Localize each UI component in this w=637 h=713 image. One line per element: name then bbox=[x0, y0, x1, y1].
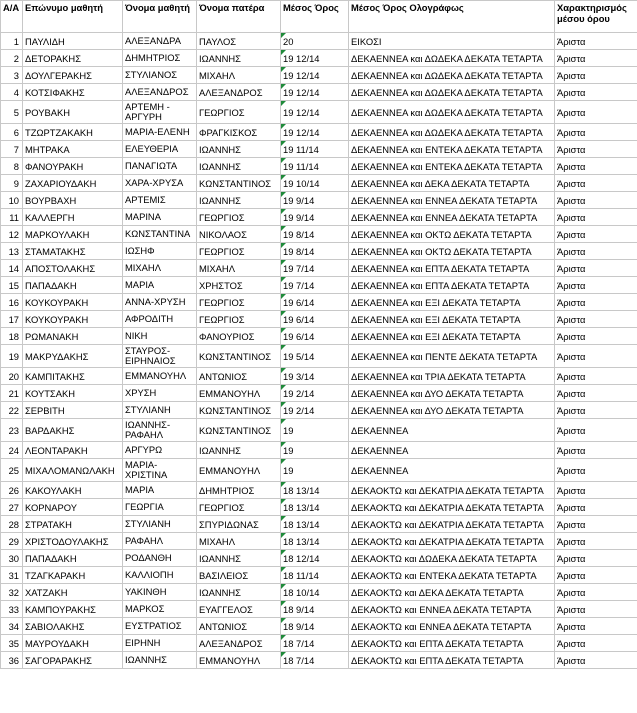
cell-name[interactable]: ΝΙΚΗ bbox=[123, 328, 197, 345]
cell-father[interactable]: ΔΗΜΗΤΡΙΟΣ bbox=[197, 482, 281, 499]
cell-father[interactable]: ΙΩΑΝΝΗΣ bbox=[197, 550, 281, 567]
cell-father[interactable]: ΝΙΚΟΛΑΟΣ bbox=[197, 226, 281, 243]
table-row bbox=[1, 50, 637, 67]
cell-surname[interactable]: ΚΑΚΟΥΛΑΚΗ bbox=[23, 482, 123, 499]
cell-average-words[interactable]: ΔΕΚΑΕΝΝΕΑ και ΕΠΤΑ ΔΕΚΑΤΑ ΤΕΤΑΡΤΑ bbox=[349, 277, 555, 294]
cell-name[interactable]: ΜΑΡΙΑ-ΧΡΙΣΤΙΝΑ bbox=[123, 459, 197, 482]
cell-father[interactable]: ΒΑΣΙΛΕΙΟΣ bbox=[197, 567, 281, 584]
cell-average[interactable]: 19 8/14 bbox=[281, 243, 349, 260]
cell-father[interactable]: ΓΕΩΡΓΙΟΣ bbox=[197, 311, 281, 328]
table-row bbox=[1, 243, 637, 260]
cell-name[interactable]: ΓΕΩΡΓΙΑ bbox=[123, 499, 197, 516]
cell-surname[interactable]: ΒΟΥΡΒΑΧΗ bbox=[23, 192, 123, 209]
table-row bbox=[1, 124, 637, 141]
cell-surname[interactable]: ΚΟΤΣΙΦΑΚΗΣ bbox=[23, 84, 123, 101]
cell-grade[interactable]: Άριστα bbox=[555, 33, 637, 50]
cell-name[interactable]: ΕΥΣΤΡΑΤΙΟΣ bbox=[123, 618, 197, 635]
table-row bbox=[1, 175, 637, 192]
cell-surname[interactable]: ΔΟΥΛΓΕΡΑΚΗΣ bbox=[23, 67, 123, 84]
cell-surname[interactable]: ΑΠΟΣΤΟΛΑΚΗΣ bbox=[23, 260, 123, 277]
cell-aa[interactable]: 19 bbox=[1, 345, 23, 368]
cell-father[interactable]: ΦΑΝΟΥΡΙΟΣ bbox=[197, 328, 281, 345]
table-row bbox=[1, 328, 637, 345]
table-row bbox=[1, 294, 637, 311]
cell-aa[interactable]: 24 bbox=[1, 442, 23, 459]
cell-name[interactable]: ΑΦΡΟΔΙΤΗ bbox=[123, 311, 197, 328]
cell-aa[interactable]: 34 bbox=[1, 618, 23, 635]
cell-surname[interactable]: ΣΤΡΑΤΑΚΗ bbox=[23, 516, 123, 533]
cell-average[interactable]: 19 10/14 bbox=[281, 175, 349, 192]
cell-father[interactable]: ΙΩΑΝΝΗΣ bbox=[197, 50, 281, 67]
cell-average[interactable]: 19 bbox=[281, 442, 349, 459]
table-row bbox=[1, 482, 637, 499]
cell-father[interactable]: ΑΛΕΞΑΝΔΡΟΣ bbox=[197, 84, 281, 101]
cell-grade[interactable]: Άριστα bbox=[555, 482, 637, 499]
col-header-average: Μέσος Όρος bbox=[281, 1, 349, 33]
cell-surname[interactable]: ΚΑΜΠΙΤΑΚΗΣ bbox=[23, 368, 123, 385]
cell-surname[interactable]: ΜΑΡΚΟΥΛΑΚΗ bbox=[23, 226, 123, 243]
cell-aa[interactable]: 22 bbox=[1, 402, 23, 419]
cell-grade[interactable]: Άριστα bbox=[555, 459, 637, 482]
cell-grade[interactable]: Άριστα bbox=[555, 402, 637, 419]
cell-aa[interactable]: 30 bbox=[1, 550, 23, 567]
cell-average[interactable]: 19 bbox=[281, 459, 349, 482]
table-row bbox=[1, 533, 637, 550]
cell-average[interactable]: 19 2/14 bbox=[281, 402, 349, 419]
cell-name[interactable]: ΙΩΑΝΝΗΣ bbox=[123, 652, 197, 669]
cell-average-words[interactable]: ΔΕΚΑΟΚΤΩ και ΔΕΚΑΤΡΙΑ ΔΕΚΑΤΑ ΤΕΤΑΡΤΑ bbox=[349, 516, 555, 533]
cell-average-words[interactable]: ΔΕΚΑΟΚΤΩ και ΔΕΚΑΤΡΙΑ ΔΕΚΑΤΑ ΤΕΤΑΡΤΑ bbox=[349, 499, 555, 516]
cell-grade[interactable]: Άριστα bbox=[555, 158, 637, 175]
cell-grade[interactable]: Άριστα bbox=[555, 124, 637, 141]
cell-average[interactable]: 19 7/14 bbox=[281, 260, 349, 277]
cell-surname[interactable]: ΧΑΤΖΑΚΗ bbox=[23, 584, 123, 601]
cell-name[interactable]: ΥΑΚΙΝΘΗ bbox=[123, 584, 197, 601]
cell-average[interactable]: 19 11/14 bbox=[281, 141, 349, 158]
cell-aa[interactable]: 10 bbox=[1, 192, 23, 209]
cell-father[interactable]: ΚΩΝΣΤΑΝΤΙΝΟΣ bbox=[197, 419, 281, 442]
cell-aa[interactable]: 36 bbox=[1, 652, 23, 669]
cell-average-words[interactable]: ΔΕΚΑΕΝΝΕΑ και ΕΞΙ ΔΕΚΑΤΑ ΤΕΤΑΡΤΑ bbox=[349, 311, 555, 328]
cell-aa[interactable]: 21 bbox=[1, 385, 23, 402]
cell-average-words[interactable]: ΔΕΚΑΟΚΤΩ και ΔΩΔΕΚΑ ΔΕΚΑΤΑ ΤΕΤΑΡΤΑ bbox=[349, 550, 555, 567]
table-row bbox=[1, 277, 637, 294]
cell-grade[interactable]: Άριστα bbox=[555, 328, 637, 345]
cell-average[interactable]: 19 12/14 bbox=[281, 50, 349, 67]
cell-surname[interactable]: ΣΤΑΜΑΤΑΚΗΣ bbox=[23, 243, 123, 260]
cell-surname[interactable]: ΜΑΥΡΟΥΔΑΚΗ bbox=[23, 635, 123, 652]
cell-average[interactable]: 19 12/14 bbox=[281, 67, 349, 84]
cell-average-words[interactable]: ΔΕΚΑΕΝΝΕΑ και ΕΝΝΕΑ ΔΕΚΑΤΑ ΤΕΤΑΡΤΑ bbox=[349, 209, 555, 226]
cell-aa[interactable]: 12 bbox=[1, 226, 23, 243]
table-row bbox=[1, 368, 637, 385]
cell-grade[interactable]: Άριστα bbox=[555, 67, 637, 84]
cell-grade[interactable]: Άριστα bbox=[555, 499, 637, 516]
cell-average[interactable]: 19 12/14 bbox=[281, 101, 349, 124]
col-header-grade: Χαρακτηρισμός μέσου όρου bbox=[555, 1, 637, 33]
table-row bbox=[1, 101, 637, 124]
table-row bbox=[1, 459, 637, 482]
cell-average-words[interactable]: ΔΕΚΑΕΝΝΕΑ και ΠΕΝΤΕ ΔΕΚΑΤΑ ΤΕΤΑΡΤΑ bbox=[349, 345, 555, 368]
cell-average[interactable]: 18 9/14 bbox=[281, 618, 349, 635]
cell-average-words[interactable]: ΔΕΚΑΕΝΝΕΑ και ΕΠΤΑ ΔΕΚΑΤΑ ΤΕΤΑΡΤΑ bbox=[349, 260, 555, 277]
cell-father[interactable]: ΑΛΕΞΑΝΔΡΟΣ bbox=[197, 635, 281, 652]
cell-grade[interactable]: Άριστα bbox=[555, 533, 637, 550]
cell-grade[interactable]: Άριστα bbox=[555, 101, 637, 124]
cell-father[interactable]: ΚΩΝΣΤΑΝΤΙΝΟΣ bbox=[197, 402, 281, 419]
cell-grade[interactable]: Άριστα bbox=[555, 175, 637, 192]
cell-average[interactable]: 18 7/14 bbox=[281, 652, 349, 669]
table-row bbox=[1, 385, 637, 402]
cell-father[interactable]: ΚΩΝΣΤΑΝΤΙΝΟΣ bbox=[197, 175, 281, 192]
cell-average-words[interactable]: ΔΕΚΑΟΚΤΩ και ΕΠΤΑ ΔΕΚΑΤΑ ΤΕΤΑΡΤΑ bbox=[349, 635, 555, 652]
cell-average[interactable]: 19 3/14 bbox=[281, 368, 349, 385]
cell-father[interactable]: ΕΜΜΑΝΟΥΗΛ bbox=[197, 385, 281, 402]
cell-aa[interactable]: 4 bbox=[1, 84, 23, 101]
cell-father[interactable]: ΓΕΩΡΓΙΟΣ bbox=[197, 294, 281, 311]
cell-name[interactable]: ΣΤΥΛΙΑΝΟΣ bbox=[123, 67, 197, 84]
cell-average[interactable]: 18 13/14 bbox=[281, 499, 349, 516]
cell-aa[interactable]: 33 bbox=[1, 601, 23, 618]
cell-grade[interactable]: Άριστα bbox=[555, 277, 637, 294]
cell-surname[interactable]: ΜΑΚΡΥΔΑΚΗΣ bbox=[23, 345, 123, 368]
cell-name[interactable]: ΣΤΥΛΙΑΝΗ bbox=[123, 516, 197, 533]
table-row bbox=[1, 516, 637, 533]
cell-average-words[interactable]: ΔΕΚΑΕΝΝΕΑ bbox=[349, 442, 555, 459]
cell-aa[interactable]: 9 bbox=[1, 175, 23, 192]
cell-surname[interactable]: ΠΑΠΑΔΑΚΗ bbox=[23, 550, 123, 567]
cell-average[interactable]: 18 13/14 bbox=[281, 533, 349, 550]
table-row bbox=[1, 550, 637, 567]
cell-average-words[interactable]: ΔΕΚΑΕΝΝΕΑ και ΔΥΟ ΔΕΚΑΤΑ ΤΕΤΑΡΤΑ bbox=[349, 402, 555, 419]
cell-grade[interactable]: Άριστα bbox=[555, 192, 637, 209]
cell-grade[interactable]: Άριστα bbox=[555, 50, 637, 67]
cell-name[interactable]: ΧΡΥΣΗ bbox=[123, 385, 197, 402]
cell-average[interactable]: 19 8/14 bbox=[281, 226, 349, 243]
cell-name[interactable]: ΜΑΡΙΑ-ΕΛΕΝΗ bbox=[123, 124, 197, 141]
cell-father[interactable]: ΙΩΑΝΝΗΣ bbox=[197, 442, 281, 459]
cell-grade[interactable]: Άριστα bbox=[555, 226, 637, 243]
cell-aa[interactable]: 26 bbox=[1, 482, 23, 499]
cell-name[interactable]: ΑΛΕΞΑΝΔΡΟΣ bbox=[123, 84, 197, 101]
cell-grade[interactable]: Άριστα bbox=[555, 442, 637, 459]
table-row bbox=[1, 442, 637, 459]
table-row bbox=[1, 652, 637, 669]
cell-surname[interactable]: ΒΑΡΔΑΚΗΣ bbox=[23, 419, 123, 442]
cell-father[interactable]: ΑΝΤΩΝΙΟΣ bbox=[197, 618, 281, 635]
cell-average-words[interactable]: ΔΕΚΑΟΚΤΩ και ΔΕΚΑ ΔΕΚΑΤΑ ΤΕΤΑΡΤΑ bbox=[349, 584, 555, 601]
cell-father[interactable]: ΦΡΑΓΚΙΣΚΟΣ bbox=[197, 124, 281, 141]
cell-average-words[interactable]: ΔΕΚΑΕΝΝΕΑ και ΔΩΔΕΚΑ ΔΕΚΑΤΑ ΤΕΤΑΡΤΑ bbox=[349, 124, 555, 141]
cell-grade[interactable]: Άριστα bbox=[555, 618, 637, 635]
cell-name[interactable]: ΑΡΤΕΜΗ - ΑΡΓΥΡΗ bbox=[123, 101, 197, 124]
cell-average[interactable]: 18 7/14 bbox=[281, 635, 349, 652]
cell-aa[interactable]: 32 bbox=[1, 584, 23, 601]
cell-surname[interactable]: ΣΑΓΟΡΑΡΑΚΗΣ bbox=[23, 652, 123, 669]
cell-aa[interactable]: 16 bbox=[1, 294, 23, 311]
cell-grade[interactable]: Άριστα bbox=[555, 294, 637, 311]
cell-father[interactable]: ΓΕΩΡΓΙΟΣ bbox=[197, 101, 281, 124]
cell-surname[interactable]: ΡΩΜΑΝΑΚΗ bbox=[23, 328, 123, 345]
cell-father[interactable]: ΜΙΧΑΗΛ bbox=[197, 260, 281, 277]
cell-surname[interactable]: ΚΟΥΤΣΑΚΗ bbox=[23, 385, 123, 402]
table-row bbox=[1, 499, 637, 516]
cell-name[interactable]: ΙΩΣΗΦ bbox=[123, 243, 197, 260]
cell-name[interactable]: ΡΑΦΑΗΛ bbox=[123, 533, 197, 550]
cell-aa[interactable]: 8 bbox=[1, 158, 23, 175]
cell-average[interactable]: 20 bbox=[281, 33, 349, 50]
cell-aa[interactable]: 17 bbox=[1, 311, 23, 328]
cell-surname[interactable]: ΧΡΙΣΤΟΔΟΥΛΑΚΗΣ bbox=[23, 533, 123, 550]
cell-grade[interactable]: Άριστα bbox=[555, 567, 637, 584]
col-header-surname: Επώνυμο μαθητή bbox=[23, 1, 123, 33]
cell-average-words[interactable]: ΔΕΚΑΕΝΝΕΑ και ΔΩΔΕΚΑ ΔΕΚΑΤΑ ΤΕΤΑΡΤΑ bbox=[349, 50, 555, 67]
cell-name[interactable]: ΕΙΡΗΝΗ bbox=[123, 635, 197, 652]
cell-surname[interactable]: ΚΟΥΚΟΥΡΑΚΗ bbox=[23, 311, 123, 328]
cell-grade[interactable]: Άριστα bbox=[555, 368, 637, 385]
cell-average[interactable]: 19 2/14 bbox=[281, 385, 349, 402]
table-row bbox=[1, 141, 637, 158]
cell-name[interactable]: ΙΩΑΝΝΗΣ-ΡΑΦΑΗΛ bbox=[123, 419, 197, 442]
cell-surname[interactable]: ΠΑΠΑΔΑΚΗ bbox=[23, 277, 123, 294]
cell-surname[interactable]: ΦΑΝΟΥΡΑΚΗ bbox=[23, 158, 123, 175]
cell-average[interactable]: 18 9/14 bbox=[281, 601, 349, 618]
cell-name[interactable]: ΕΜΜΑΝΟΥΗΛ bbox=[123, 368, 197, 385]
table-row bbox=[1, 635, 637, 652]
cell-aa[interactable]: 31 bbox=[1, 567, 23, 584]
cell-surname[interactable]: ΔΕΤΟΡΑΚΗΣ bbox=[23, 50, 123, 67]
cell-aa[interactable]: 35 bbox=[1, 635, 23, 652]
cell-average-words[interactable]: ΔΕΚΑΕΝΝΕΑ και ΟΚΤΩ ΔΕΚΑΤΑ ΤΕΤΑΡΤΑ bbox=[349, 226, 555, 243]
cell-name[interactable]: ΡΟΔΑΝΘΗ bbox=[123, 550, 197, 567]
cell-surname[interactable]: ΛΕΟΝΤΑΡΑΚΗ bbox=[23, 442, 123, 459]
cell-grade[interactable]: Άριστα bbox=[555, 419, 637, 442]
cell-name[interactable]: ΧΑΡΑ-ΧΡΥΣΑ bbox=[123, 175, 197, 192]
cell-average-words[interactable]: ΔΕΚΑΕΝΝΕΑ και ΔΩΔΕΚΑ ΔΕΚΑΤΑ ΤΕΤΑΡΤΑ bbox=[349, 67, 555, 84]
cell-grade[interactable]: Άριστα bbox=[555, 141, 637, 158]
cell-average-words[interactable]: ΔΕΚΑΕΝΝΕΑ και ΕΝΤΕΚΑ ΔΕΚΑΤΑ ΤΕΤΑΡΤΑ bbox=[349, 141, 555, 158]
cell-name[interactable]: ΑΡΓΥΡΩ bbox=[123, 442, 197, 459]
cell-father[interactable]: ΑΝΤΩΝΙΟΣ bbox=[197, 368, 281, 385]
cell-grade[interactable]: Άριστα bbox=[555, 516, 637, 533]
cell-average[interactable]: 19 bbox=[281, 419, 349, 442]
table-row bbox=[1, 192, 637, 209]
table-row bbox=[1, 419, 637, 442]
cell-average-words[interactable]: ΔΕΚΑΕΝΝΕΑ και ΔΥΟ ΔΕΚΑΤΑ ΤΕΤΑΡΤΑ bbox=[349, 385, 555, 402]
cell-father[interactable]: ΕΜΜΑΝΟΥΗΛ bbox=[197, 459, 281, 482]
cell-father[interactable]: ΙΩΑΝΝΗΣ bbox=[197, 584, 281, 601]
cell-name[interactable]: ΚΩΝΣΤΑΝΤΙΝΑ bbox=[123, 226, 197, 243]
cell-name[interactable]: ΜΑΡΙΝΑ bbox=[123, 209, 197, 226]
cell-average-words[interactable]: ΔΕΚΑΕΝΝΕΑ bbox=[349, 459, 555, 482]
cell-average-words[interactable]: ΔΕΚΑΕΝΝΕΑ και ΕΞΙ ΔΕΚΑΤΑ ΤΕΤΑΡΤΑ bbox=[349, 328, 555, 345]
table-row bbox=[1, 601, 637, 618]
cell-name[interactable]: ΜΑΡΙΑ bbox=[123, 482, 197, 499]
cell-father[interactable]: ΧΡΗΣΤΟΣ bbox=[197, 277, 281, 294]
cell-name[interactable]: ΣΤΥΛΙΑΝΗ bbox=[123, 402, 197, 419]
cell-average-words[interactable]: ΔΕΚΑΕΝΝΕΑ και ΕΝΝΕΑ ΔΕΚΑΤΑ ΤΕΤΑΡΤΑ bbox=[349, 192, 555, 209]
cell-average-words[interactable]: ΔΕΚΑΕΝΝΕΑ και ΔΩΔΕΚΑ ΔΕΚΑΤΑ ΤΕΤΑΡΤΑ bbox=[349, 84, 555, 101]
cell-grade[interactable]: Άριστα bbox=[555, 311, 637, 328]
cell-father[interactable]: ΙΩΑΝΝΗΣ bbox=[197, 192, 281, 209]
cell-aa[interactable]: 3 bbox=[1, 67, 23, 84]
cell-father[interactable]: ΓΕΩΡΓΙΟΣ bbox=[197, 209, 281, 226]
cell-average-words[interactable]: ΕΙΚΟΣΙ bbox=[349, 33, 555, 50]
cell-aa[interactable]: 14 bbox=[1, 260, 23, 277]
cell-surname[interactable]: ΖΑΧΑΡΙΟΥΔΑΚΗ bbox=[23, 175, 123, 192]
cell-father[interactable]: ΙΩΑΝΝΗΣ bbox=[197, 141, 281, 158]
cell-name[interactable]: ΑΡΤΕΜΙΣ bbox=[123, 192, 197, 209]
cell-average[interactable]: 19 9/14 bbox=[281, 209, 349, 226]
cell-name[interactable]: ΣΤΑΥΡΟΣ-ΕΙΡΗΝΑΙΟΣ bbox=[123, 345, 197, 368]
cell-father[interactable]: ΠΑΥΛΟΣ bbox=[197, 33, 281, 50]
cell-grade[interactable]: Άριστα bbox=[555, 84, 637, 101]
cell-surname[interactable]: ΜΙΧΑΛΟΜΑΝΩΛΑΚΗ bbox=[23, 459, 123, 482]
table-row bbox=[1, 158, 637, 175]
col-header-father: Όνομα πατέρα bbox=[197, 1, 281, 33]
cell-average[interactable]: 18 10/14 bbox=[281, 584, 349, 601]
table-row bbox=[1, 67, 637, 84]
cell-surname[interactable]: ΠΑΥΛΙΔΗ bbox=[23, 33, 123, 50]
cell-average-words[interactable]: ΔΕΚΑΟΚΤΩ και ΕΝΝΕΑ ΔΕΚΑΤΑ ΤΕΤΑΡΤΑ bbox=[349, 601, 555, 618]
cell-surname[interactable]: ΤΖΑΓΚΑΡΑΚΗ bbox=[23, 567, 123, 584]
cell-name[interactable]: ΜΑΡΚΟΣ bbox=[123, 601, 197, 618]
cell-aa[interactable]: 13 bbox=[1, 243, 23, 260]
cell-father[interactable]: ΕΥΑΓΓΕΛΟΣ bbox=[197, 601, 281, 618]
cell-average-words[interactable]: ΔΕΚΑΕΝΝΕΑ και ΟΚΤΩ ΔΕΚΑΤΑ ΤΕΤΑΡΤΑ bbox=[349, 243, 555, 260]
cell-average[interactable]: 18 12/14 bbox=[281, 550, 349, 567]
cell-father[interactable]: ΓΕΩΡΓΙΟΣ bbox=[197, 499, 281, 516]
cell-average[interactable]: 19 7/14 bbox=[281, 277, 349, 294]
cell-average-words[interactable]: ΔΕΚΑΕΝΝΕΑ bbox=[349, 419, 555, 442]
cell-surname[interactable]: ΣΕΡΒΙΤΗ bbox=[23, 402, 123, 419]
cell-surname[interactable]: ΜΗΤΡΑΚΑ bbox=[23, 141, 123, 158]
cell-average[interactable]: 19 11/14 bbox=[281, 158, 349, 175]
table-row bbox=[1, 567, 637, 584]
cell-father[interactable]: ΚΩΝΣΤΑΝΤΙΝΟΣ bbox=[197, 345, 281, 368]
cell-grade[interactable]: Άριστα bbox=[555, 601, 637, 618]
cell-surname[interactable]: ΡΟΥΒΑΚΗ bbox=[23, 101, 123, 124]
cell-aa[interactable]: 7 bbox=[1, 141, 23, 158]
col-header-aa: Α/Α bbox=[1, 1, 23, 33]
cell-name[interactable]: ΑΝΝΑ-ΧΡΥΣΗ bbox=[123, 294, 197, 311]
cell-average[interactable]: 19 9/14 bbox=[281, 192, 349, 209]
col-header-average-words: Μέσος Όρος Ολογράφως bbox=[349, 1, 555, 33]
cell-grade[interactable]: Άριστα bbox=[555, 550, 637, 567]
cell-aa[interactable]: 29 bbox=[1, 533, 23, 550]
cell-surname[interactable]: ΤΖΩΡΤΖΑΚΑΚΗ bbox=[23, 124, 123, 141]
cell-average[interactable]: 19 5/14 bbox=[281, 345, 349, 368]
cell-average[interactable]: 18 11/14 bbox=[281, 567, 349, 584]
table-row bbox=[1, 311, 637, 328]
table-row bbox=[1, 402, 637, 419]
cell-average-words[interactable]: ΔΕΚΑΕΝΝΕΑ και ΕΞΙ ΔΕΚΑΤΑ ΤΕΤΑΡΤΑ bbox=[349, 294, 555, 311]
table-row bbox=[1, 209, 637, 226]
cell-name[interactable]: ΠΑΝΑΓΙΩΤΑ bbox=[123, 158, 197, 175]
cell-average-words[interactable]: ΔΕΚΑΟΚΤΩ και ΕΝΝΕΑ ΔΕΚΑΤΑ ΤΕΤΑΡΤΑ bbox=[349, 618, 555, 635]
cell-average-words[interactable]: ΔΕΚΑΕΝΝΕΑ και ΔΩΔΕΚΑ ΔΕΚΑΤΑ ΤΕΤΑΡΤΑ bbox=[349, 101, 555, 124]
cell-average-words[interactable]: ΔΕΚΑΕΝΝΕΑ και ΕΝΤΕΚΑ ΔΕΚΑΤΑ ΤΕΤΑΡΤΑ bbox=[349, 158, 555, 175]
cell-average[interactable]: 19 6/14 bbox=[281, 328, 349, 345]
cell-aa[interactable]: 1 bbox=[1, 33, 23, 50]
cell-aa[interactable]: 15 bbox=[1, 277, 23, 294]
cell-average-words[interactable]: ΔΕΚΑΟΚΤΩ και ΕΝΤΕΚΑ ΔΕΚΑΤΑ ΤΕΤΑΡΤΑ bbox=[349, 567, 555, 584]
cell-average-words[interactable]: ΔΕΚΑΟΚΤΩ και ΕΠΤΑ ΔΕΚΑΤΑ ΤΕΤΑΡΤΑ bbox=[349, 652, 555, 669]
cell-aa[interactable]: 27 bbox=[1, 499, 23, 516]
col-header-name: Όνομα μαθητή bbox=[123, 1, 197, 33]
cell-aa[interactable]: 5 bbox=[1, 101, 23, 124]
header-row bbox=[1, 1, 637, 33]
cell-surname[interactable]: ΚΟΡΝΑΡΟΥ bbox=[23, 499, 123, 516]
cell-aa[interactable]: 28 bbox=[1, 516, 23, 533]
cell-name[interactable]: ΕΛΕΥΘΕΡΙΑ bbox=[123, 141, 197, 158]
cell-surname[interactable]: ΚΟΥΚΟΥΡΑΚΗ bbox=[23, 294, 123, 311]
cell-grade[interactable]: Άριστα bbox=[555, 635, 637, 652]
table-row bbox=[1, 84, 637, 101]
cell-father[interactable]: ΜΙΧΑΗΛ bbox=[197, 67, 281, 84]
cell-aa[interactable]: 20 bbox=[1, 368, 23, 385]
cell-surname[interactable]: ΚΑΜΠΟΥΡΑΚΗΣ bbox=[23, 601, 123, 618]
cell-father[interactable]: ΕΜΜΑΝΟΥΗΛ bbox=[197, 652, 281, 669]
cell-grade[interactable]: Άριστα bbox=[555, 584, 637, 601]
cell-aa[interactable]: 23 bbox=[1, 419, 23, 442]
cell-aa[interactable]: 25 bbox=[1, 459, 23, 482]
table-row bbox=[1, 618, 637, 635]
table-row bbox=[1, 584, 637, 601]
table-row bbox=[1, 226, 637, 243]
table-row bbox=[1, 33, 637, 50]
cell-surname[interactable]: ΣΑΒΙΟΛΑΚΗΣ bbox=[23, 618, 123, 635]
cell-grade[interactable]: Άριστα bbox=[555, 385, 637, 402]
cell-average[interactable]: 18 13/14 bbox=[281, 482, 349, 499]
cell-aa[interactable]: 18 bbox=[1, 328, 23, 345]
cell-grade[interactable]: Άριστα bbox=[555, 260, 637, 277]
cell-aa[interactable]: 11 bbox=[1, 209, 23, 226]
cell-average[interactable]: 19 12/14 bbox=[281, 124, 349, 141]
cell-name[interactable]: ΜΑΡΙΑ bbox=[123, 277, 197, 294]
cell-average[interactable]: 19 12/14 bbox=[281, 84, 349, 101]
cell-average-words[interactable]: ΔΕΚΑΕΝΝΕΑ και ΤΡΙΑ ΔΕΚΑΤΑ ΤΕΤΑΡΤΑ bbox=[349, 368, 555, 385]
cell-name[interactable]: ΜΙΧΑΗΛ bbox=[123, 260, 197, 277]
table-body bbox=[1, 33, 637, 669]
cell-father[interactable]: ΣΠΥΡΙΔΩΝΑΣ bbox=[197, 516, 281, 533]
cell-surname[interactable]: ΚΑΛΛΕΡΓΗ bbox=[23, 209, 123, 226]
cell-average-words[interactable]: ΔΕΚΑΟΚΤΩ και ΔΕΚΑΤΡΙΑ ΔΕΚΑΤΑ ΤΕΤΑΡΤΑ bbox=[349, 533, 555, 550]
cell-aa[interactable]: 6 bbox=[1, 124, 23, 141]
table-row bbox=[1, 260, 637, 277]
cell-grade[interactable]: Άριστα bbox=[555, 345, 637, 368]
cell-name[interactable]: ΚΑΛΛΙΟΠΗ bbox=[123, 567, 197, 584]
cell-average-words[interactable]: ΔΕΚΑΟΚΤΩ και ΔΕΚΑΤΡΙΑ ΔΕΚΑΤΑ ΤΕΤΑΡΤΑ bbox=[349, 482, 555, 499]
cell-father[interactable]: ΙΩΑΝΝΗΣ bbox=[197, 158, 281, 175]
table-row bbox=[1, 345, 637, 368]
cell-aa[interactable]: 2 bbox=[1, 50, 23, 67]
cell-average[interactable]: 19 6/14 bbox=[281, 311, 349, 328]
cell-grade[interactable]: Άριστα bbox=[555, 209, 637, 226]
cell-father[interactable]: ΓΕΩΡΓΙΟΣ bbox=[197, 243, 281, 260]
cell-name[interactable]: ΑΛΕΞΑΝΔΡΑ bbox=[123, 33, 197, 50]
cell-grade[interactable]: Άριστα bbox=[555, 243, 637, 260]
cell-grade[interactable]: Άριστα bbox=[555, 652, 637, 669]
cell-name[interactable]: ΔΗΜΗΤΡΙΟΣ bbox=[123, 50, 197, 67]
cell-average-words[interactable]: ΔΕΚΑΕΝΝΕΑ και ΔΕΚΑ ΔΕΚΑΤΑ ΤΕΤΑΡΤΑ bbox=[349, 175, 555, 192]
cell-average[interactable]: 18 13/14 bbox=[281, 516, 349, 533]
cell-average[interactable]: 19 6/14 bbox=[281, 294, 349, 311]
cell-father[interactable]: ΜΙΧΑΗΛ bbox=[197, 533, 281, 550]
